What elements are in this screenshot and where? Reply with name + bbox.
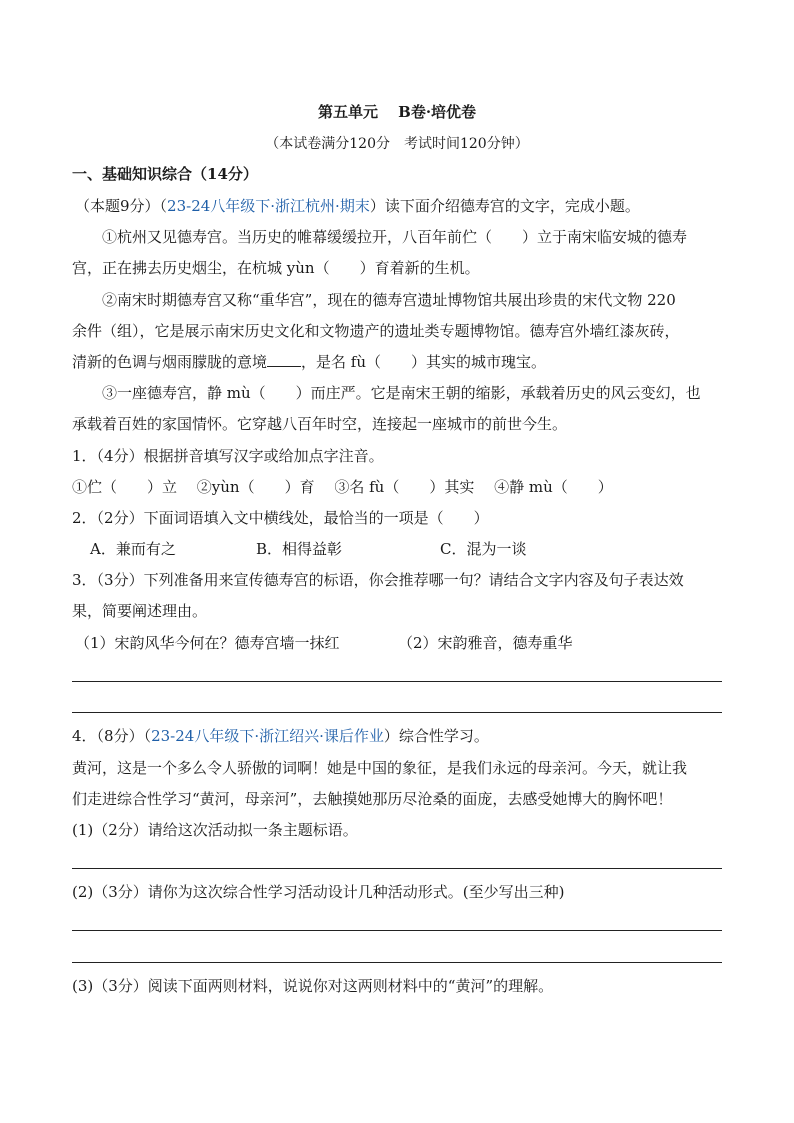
answer-line[interactable] bbox=[72, 712, 722, 713]
page-title: 第五单元 B卷·培优卷 bbox=[317, 103, 477, 121]
fill-blank-line[interactable] bbox=[267, 352, 301, 367]
passage-intro bbox=[75, 196, 640, 216]
paragraph-2-line-2: 余件（组），它是展示南宋历史文化和文物遗产的遗址类专题博物馆。德寿宫外墙红漆灰砖， bbox=[72, 322, 680, 340]
question-3-stem-line-2: 果，简要阐述理由。 bbox=[72, 602, 208, 620]
question-3-stem-line-1: 3．（3分）下列准备用来宣传德寿宫的标语，你会推荐哪一句？请结合文字内容及句子表达效 bbox=[72, 571, 684, 589]
paragraph-2-line-3-end: ，是名 fù（ ）其实的城市瑰宝。 bbox=[301, 353, 546, 371]
question-4-suffix: ）综合性学习。 bbox=[383, 727, 489, 745]
question-4-intro-line-2: 们走进综合性学习“黄河，母亲河”，去触摸她那历尽沧桑的面庞，去感受她博大的胸怀吧！ bbox=[72, 790, 673, 808]
question-2-option-a[interactable]: A．兼而有之 bbox=[90, 540, 176, 558]
paragraph-1-line-1: ①杭州又见德寿宫。当历史的帷幕缓缓拉开，八百年前伫（ ）立于南宋临安城的德寿 bbox=[102, 228, 688, 246]
paragraph-2-line-1: ②南宋时期德寿宫又称“重华宫”，现在的德寿宫遗址博物馆共展出珍贵的宋代文物 220 bbox=[102, 291, 676, 309]
question-4-intro-line-1: 黄河，这是一个多么令人骄傲的词啊！她是中国的象征，是我们永远的母亲河。今天，就让我 bbox=[72, 759, 688, 777]
question-2-stem: 2．（2分）下面词语填入文中横线处，最恰当的一项是（ ） bbox=[72, 509, 489, 527]
question-4-sub-2: (2)（3分）请你为这次综合性学习活动设计几种活动形式。(至少写出三种) bbox=[72, 883, 565, 901]
question-1-stem: 1．（4分）根据拼音填写汉字或给加点字注音。 bbox=[72, 447, 384, 465]
question-4-source-link[interactable]: 23-24八年级下·浙江绍兴·课后作业 bbox=[151, 727, 384, 745]
question-3-option-1: （1）宋韵风华今何在？德寿宫墙一抹红 bbox=[75, 634, 340, 652]
answer-line[interactable] bbox=[72, 962, 722, 963]
passage-intro-suffix: ）读下面介绍德寿宫的文字，完成小题。 bbox=[369, 197, 640, 215]
question-4-prefix: 4．（8分）（ bbox=[72, 727, 152, 745]
question-2-option-b[interactable]: B．相得益彰 bbox=[256, 540, 343, 558]
question-1-items[interactable]: ①伫（ ）立 ②yùn（ ）育 ③名 fù（ ）其实 ④静 mù（ ） bbox=[72, 478, 613, 496]
paragraph-2-line-3-start: 清新的色调与烟雨朦胧的意境 bbox=[72, 353, 268, 371]
paragraph-3-line-1: ③一座德寿宫，静 mù（ ）而庄严。它是南宋王朝的缩影，承载着历史的风云变幻，也 bbox=[102, 384, 701, 402]
page-subtitle: （本试卷满分120分 考试时间120分钟） bbox=[265, 136, 529, 152]
question-4-sub-1: (1)（2分）请给这次活动拟一条主题标语。 bbox=[72, 821, 358, 839]
question-3-option-2: （2）宋韵雅音，德寿重华 bbox=[398, 634, 573, 652]
question-2-option-c[interactable]: C．混为一谈 bbox=[440, 540, 527, 558]
paragraph-1-line-2: 宫，正在拂去历史烟尘，在杭城 yùn（ ）育着新的生机。 bbox=[72, 259, 480, 277]
answer-line[interactable] bbox=[72, 930, 722, 931]
answer-line[interactable] bbox=[72, 868, 722, 869]
passage-source-link[interactable]: 23-24八年级下·浙江杭州·期末 bbox=[167, 197, 370, 215]
section-heading: 一、基础知识综合（14分） bbox=[72, 165, 258, 183]
question-4-sub-3: (3)（3分）阅读下面两则材料，说说你对这两则材料中的“黄河”的理解。 bbox=[72, 977, 554, 995]
paragraph-2-line-3 bbox=[72, 352, 546, 372]
paragraph-3-line-2: 承载着百姓的家国情怀。它穿越八百年时空，连接起一座城市的前世今生。 bbox=[72, 415, 568, 433]
answer-line[interactable] bbox=[72, 681, 722, 682]
question-4-stem bbox=[72, 726, 489, 746]
passage-intro-prefix: （本题9分）（ bbox=[75, 197, 168, 215]
